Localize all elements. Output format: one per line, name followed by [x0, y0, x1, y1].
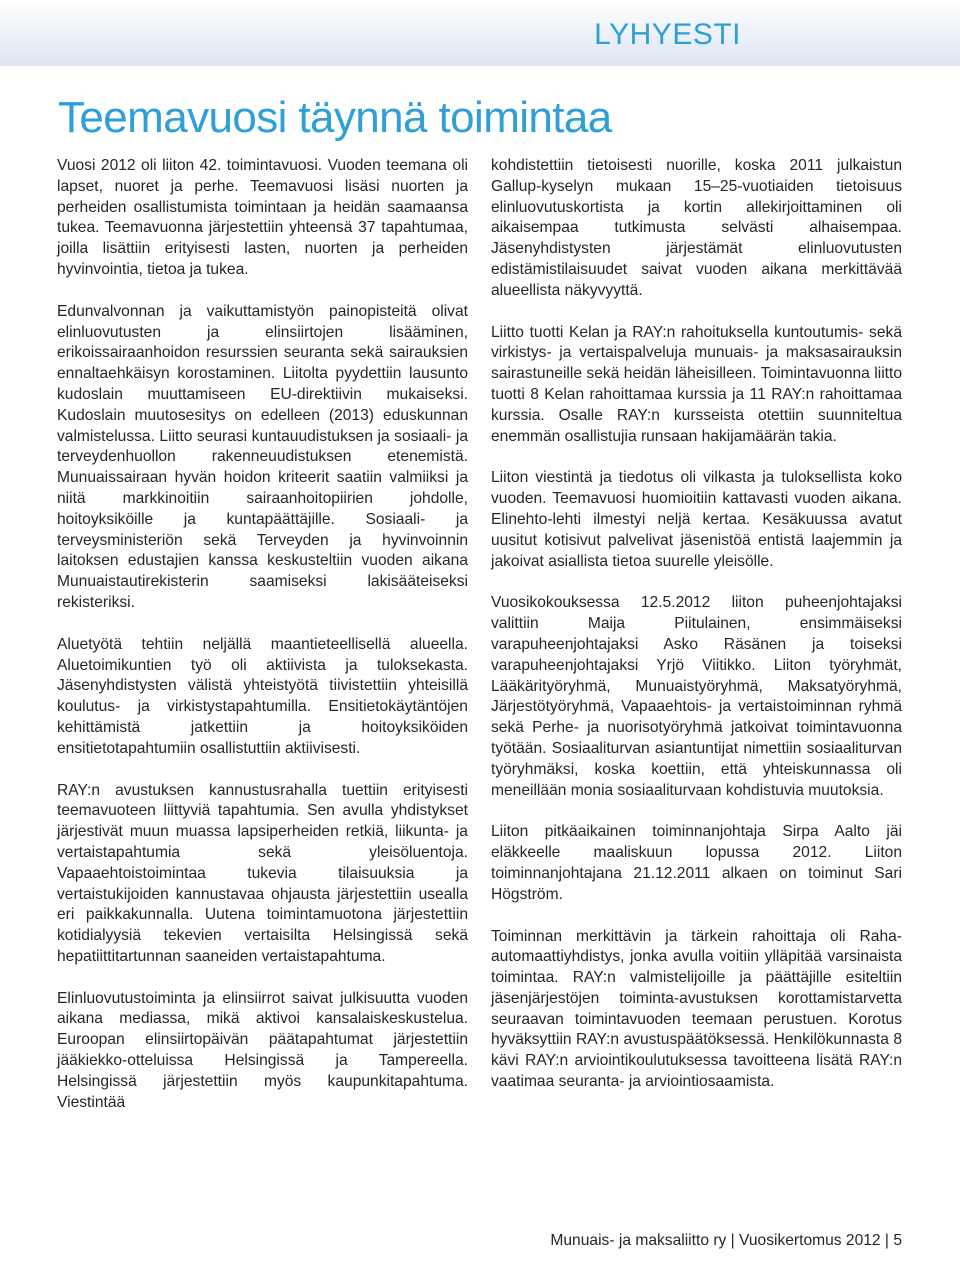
paragraph: Elinluovutustoiminta ja elinsiirrot saivat julkisuutta vuoden aikana mediassa, mikä aktivoi kansalaiskeskustelua. Euroopan elinsiirtopäivän päätapahtumat järjestettiin jääkiekko-otteluissa Helsingissä ja Tampereella. Helsingissä järjestettiin myös kaupunkitapahtuma. Viestintää	[57, 989, 468, 1111]
paragraph: RAY:n avustuksen kannustusrahalla tuettiin erityisesti teemavuoteen liittyviä tapahtumia. Sen avulla yhdistykset järjestivät muun muassa lapsiperheiden retkiä, liikunta- ja vertaistapahtumia sekä yleisöluentoja. Vapaaehtoistoimintaa tukevia tilaisuuksia ja vertaistukijoiden kannustavaa ohjausta järjestettiin usealla eri paikkakunnalla. Uutena toimintamuotona järjestettiin kotidialyysiä tekevien vertaisilta Helsingissä sekä hepatiittitartunnan saaneiden vertaistapahtuma.	[57, 781, 468, 965]
section-label: LYHYESTI	[594, 18, 741, 51]
paragraph: Aluetyötä tehtiin neljällä maantieteellisellä alueella. Aluetoimikuntien työ oli aktiivista ja tuloksekasta. Jäsenyhdistysten välistä yhteistyötä tiivistettiin yhteisillä koulutus- ja virkistystapahtumilla. Ensitietokäytäntöjen kehittämistä jatkettiin ja hoitoyksiköiden ensitietotapahtumiin osallistuttiin aktiivisesti.	[57, 635, 468, 757]
paragraph: Liiton viestintä ja tiedotus oli vilkasta ja tuloksellista koko vuoden. Teemavuosi huomioitiin kattavasti vuoden aikana. Elinehto-lehti ilmestyi neljä kertaa. Kesäkuussa avatut uusitut kotisivut palvelivat jäsenistöä entistä laajemmin ja jakoivat asiallista tietoa suurelle yleisölle.	[491, 469, 902, 570]
paragraph: Vuosi 2012 oli liiton 42. toimintavuosi. Vuoden teemana oli lapset, nuoret ja perhe. Teemavuosi lisäsi nuorten ja perheiden osallistumista toimintaan ja heidän saamaansa tukea. Teemavuonna järjestettiin yhteensä 37 tapahtumaa, joilla lisättiin erityisesti lasten, nuorten ja perheiden hyvinvointia, tietoa ja tukea.	[57, 157, 468, 278]
paragraph: Liiton pitkäaikainen toiminnanjohtaja Sirpa Aalto jäi eläkkeelle maaliskuun lopussa 2012. Liiton toiminnanjohtajana 21.12.2011 alkaen on toiminut Sari Högström.	[491, 823, 902, 903]
paragraph: Liitto tuotti Kelan ja RAY:n rahoituksella kuntoutumis- sekä virkistys- ja vertaispalveluja munuais- ja maksasairauksin sairastuneille sekä heidän läheisilleen. Toimintavuonna liitto tuotti 8 Kelan rahoittamaa kurssia ja 11 RAY:n rahoittamaa kurssia. Osalle RAY:n kursseista otettiin suunniteltua enemmän osallistujia runsaan hakijamäärän takia.	[491, 323, 902, 445]
paragraph: Toiminnan merkittävin ja tärkein rahoittaja oli Raha-automaattiyhdistys, jonka avulla voitiin ylläpitää varsinaista toimintaa. RAY:n valmistelijoille ja päättäjille esiteltiin jäsenjärjestöjen toiminta-avustuksen korottamistarvetta seuraavan toimintavuoden teemaan perustuen. Korotus hyväksyttiin RAY:n avustuspäätöksessä. Henkilökunnasta 8 kävi RAY:n arviointikoulutuksessa tavoitteena lisätä RAY:n vaatimaa seuranta- ja arviointiosaamista.	[491, 927, 902, 1091]
header-band	[0, 0, 960, 66]
page-footer: Munuais- ja maksaliitto ry | Vuosikertomus 2012 | 5	[550, 1232, 902, 1249]
page-title: Teemavuosi täynnä toimintaa	[58, 93, 612, 142]
paragraph: Edunvalvonnan ja vaikuttamistyön painopisteitä olivat elinluovutusten ja elinsiirtojen lisääminen, erikoissairaanhoidon resurssien seuranta sekä sairauksien ennaltaehkäisyn korostaminen. Liitolta pyydettiin lausunto kudoslain muuttamiseen EU-direktiivin mukaiseksi. Kudoslain muutosesitys on edelleen (2013) eduskunnan valmistelussa. Liitto seurasi kuntauudistuksen ja sosiaali- ja terveydenhuollon rakenneuudistuksen etenemistä. Munuaissairaan hyvän hoidon kriteerit saatiin valmiiksi ja niitä markkinoitiin sairaanhoitopiirien johdolle, hoitoyksiköille ja kuntapäättäjille. Sosiaali- ja terveysministeriön sekä Terveyden ja hyvinvoinnin laitoksen edustajien kanssa keskusteltiin vuoden aikana Munuaistautirekisterin saamiseksi lakisääteiseksi rekisteriksi.	[57, 302, 468, 611]
left-column	[57, 156, 468, 1134]
paragraph: Vuosikokouksessa 12.5.2012 liiton puheenjohtajaksi valittiin Maija Piitulainen, ensimmäiseksi varapuheenjohtajaksi Asko Räsänen ja toiseksi varapuheenjohtajaksi Yrjö Viitikko. Liiton työryhmät, Lääkärityöryhmä, Munuaistyöryhmä, Maksatyöryhmä, Järjestötyöryhmä, Vapaaehtois- ja vertaistoiminnan ryhmä sekä Perhe- ja nuorisotyöryhmä jatkoivat toimintavuonna työtään. Sosiaaliturvan asiantuntijat nimettiin sosiaaliturvan työryhmäksi, koska koettiin, että yhteiskunnassa oli meneillään monia sosiaaliturvaan kohdistuvia muutoksia.	[491, 594, 902, 799]
paragraph: kohdistettiin tietoisesti nuorille, koska 2011 julkaistun Gallup-kyselyn mukaan 15–25-vuotiaiden tietoisuus elinluovutuskortista ja kortin allekirjoittaminen oli aikaisempaa tutkimusta selvästi alhaisempaa. Jäsenyhdistysten järjestämät elinluovutusten edistämistilaisuudet saivat vuoden aikana merkittävää alueellista näkyvyyttä.	[491, 157, 902, 299]
right-column	[491, 156, 902, 1114]
